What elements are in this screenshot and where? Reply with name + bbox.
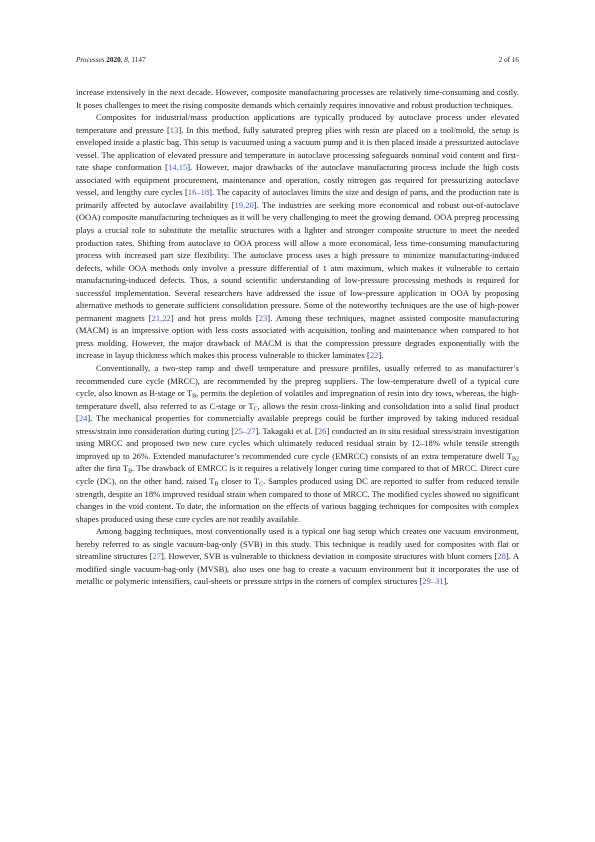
text-run: increase extensively in the next decade. However, composite manufacturing processes are relatively time-consuming and costly. It poses challenges to meet the rising composite demands which certainly requires innovative and robust production techniques. — [76, 87, 519, 110]
article-number: 1147 — [131, 56, 146, 64]
journal-year: 2020 — [106, 56, 121, 64]
text-run: ]. The mechanical properties for commercially available prepregs could be further improved by taking induced residual stress/strain into consideration during curing [ — [76, 413, 519, 436]
journal-volume: 8 — [124, 56, 128, 64]
citation-link[interactable]: 26 — [317, 425, 327, 436]
paragraph — [76, 525, 519, 588]
citation-link[interactable]: 24 — [78, 413, 88, 424]
citation-link[interactable]: 16–18 — [187, 187, 210, 198]
text-run: after the first T — [76, 463, 129, 474]
paragraph — [76, 362, 519, 525]
text-run: Composites for industrial/mass production applications are typically produced by autoclave process under elevated temperature and pressure [ — [76, 112, 519, 135]
text-run: Among bagging techniques, most conventionally used is a typical one bag setup which creates one vacuum environment, hereby referred to as single vacuum-bag-only (SVB) in this study. This technique is readily used for composites with flat or streamline structures [ — [76, 526, 519, 562]
citation-link[interactable]: 14,15 — [168, 162, 188, 173]
subscript: B — [214, 481, 219, 488]
body-text — [76, 86, 519, 588]
text-run: ] conducted an in situ residual stress/strain investigation using MRCC and proposed two new cure cycles which ultimately reduced residual strain by 12–18% while tensile strength improved up to 26%. Extended manufacturer’s recommended cure cycle (EMRCC) consists of an extra temperature dwell T — [76, 425, 519, 461]
citation-link[interactable]: 28 — [497, 551, 506, 562]
running-header — [76, 56, 519, 64]
subscript: B — [128, 468, 133, 475]
subscript: B — [192, 393, 197, 400]
subscript: C — [253, 406, 258, 413]
subscript: B2 — [511, 456, 519, 463]
citation-link[interactable]: 25–27 — [234, 425, 256, 436]
text-run: ]. — [443, 576, 449, 587]
text-run: . The drawback of EMRCC is it requires a relatively longer curing time compared to that of MRCC. Direct cure cycle (DC), on the other hand, raised T — [76, 463, 520, 486]
text-run: closer to T — [218, 475, 260, 486]
text-run: ]. The capacity of autoclaves limits the size and design of parts, and the production rate is primarily affected by autoclave availability [ — [76, 187, 520, 210]
text-run: ]. The industries are seeking more economical and robust out-of-autoclave (OOA) composite manufacturing techniques as it will be very challenging to meet the growing demand. OOA prepreg processing plays a crucial role to substitute the metallic structures with a lighter and stronger composite structure to meet the needed production rates. Shifting from autoclave to OOA process will allow a more economical, less time-consuming manufacturing process with increased part size flexibility. The autoclave process uses a high pressure to minimize manufacturing-induced defects, while OOA methods only involve a pressure differential of 1 atm maximum, which makes it vulnerable to certain manufacturing-induced defects. Thus, a sound scientific understanding of low-pressure processing methods is required for successful implementation. Several researchers have addressed the issue of low-pressure application in OOA by proposing alternative methods to generate sufficient consolidation pressure. Some of the noteworthy techniques are the use of high-power permanent magnets [ — [76, 199, 519, 323]
citation-link[interactable]: 19,20 — [234, 199, 254, 210]
subscript: C — [259, 481, 264, 488]
text-run: ]. Takagaki et al. [ — [255, 425, 318, 436]
citation-link[interactable]: 27 — [152, 551, 162, 562]
text-run: ]. A modified single vacuum-bag-only (MVSB), also uses one bag to create a vacuum environment but it incorporates the use of metallic or polymeric intensifiers, caul-sheets or pressure strips in the corners of complex structures [ — [76, 551, 519, 587]
citation-link[interactable]: 22 — [369, 350, 379, 361]
citation-link[interactable]: 13 — [169, 124, 179, 135]
text-run: ] and hot press molds [ — [170, 312, 259, 323]
text-run: Conventionally, a two-step ramp and dwell temperature and pressure profiles, usually referred to as manufacturer’s recommended cure cycle (MRCC), are recommended by the prepreg suppliers. The low-temperature dwell of a typical cure cycle, also known as B-stage or T — [76, 363, 519, 399]
citation-link[interactable]: 23 — [258, 312, 268, 323]
paragraph — [76, 111, 519, 362]
text-run: ]. However, SVB is vulnerable to thickness deviation in composite structures with blunt corners [ — [161, 551, 498, 562]
text-run: ]. — [378, 350, 384, 361]
text-run: ]. In this method, fully saturated prepreg plies with resin are placed on a tool/mold, the setup is enveloped inside a plastic bag. This setup is vacuumed using a vacuum pump and it is then placed inside a pressurized autoclave vessel. The application of elevated pressure and temperature in autoclave processing safeguards nominal void content and first-rate shape conformation [ — [76, 124, 519, 173]
citation-link[interactable]: 29–31 — [422, 576, 444, 587]
paragraph — [76, 86, 519, 111]
journal-name: Processes — [76, 56, 105, 64]
journal-citation: Processes 2020, 8, 1147 — [76, 56, 146, 64]
page-number: 2 of 16 — [498, 56, 519, 64]
text-run: . Samples produced using DC are reported to suffer from reduced tensile strength, despite an 18% improved residual strain when compared to those of MRCC. The modified cycles showed no significant changes in the void content. To date, the information on the effects of various bagging techniques for composites with complex shapes produced using these cure cycles are not readily available. — [76, 475, 519, 524]
text-run: ]. Among these techniques, magnet assisted composite manufacturing (MACM) is an impressive option with less costs associated with acquisition, tooling and maintenance when compared to hot press molding. However, the major drawback of MACM is that the compression pressure degrades exponentially with the increase in layup thickness which makes this process vulnerable to thicker laminates [ — [76, 312, 519, 361]
text-run: , permits the depletion of volatiles and impregnation of resin into dry tows, whereas, the high-temperature dwell, also referred to as C-stage or T — [76, 388, 520, 411]
text-run: ]. However, major drawbacks of the autoclave manufacturing process include the high costs associated with equipment procurement, maintenance and operation, costly nitrogen gas required for pressurizing autoclave vessel, and lengthy cure cycles [ — [76, 162, 519, 198]
text-run: , allows the resin cross-linking and consolidation into a solid final product [ — [76, 400, 519, 424]
citation-link[interactable]: 21,22 — [151, 312, 171, 323]
